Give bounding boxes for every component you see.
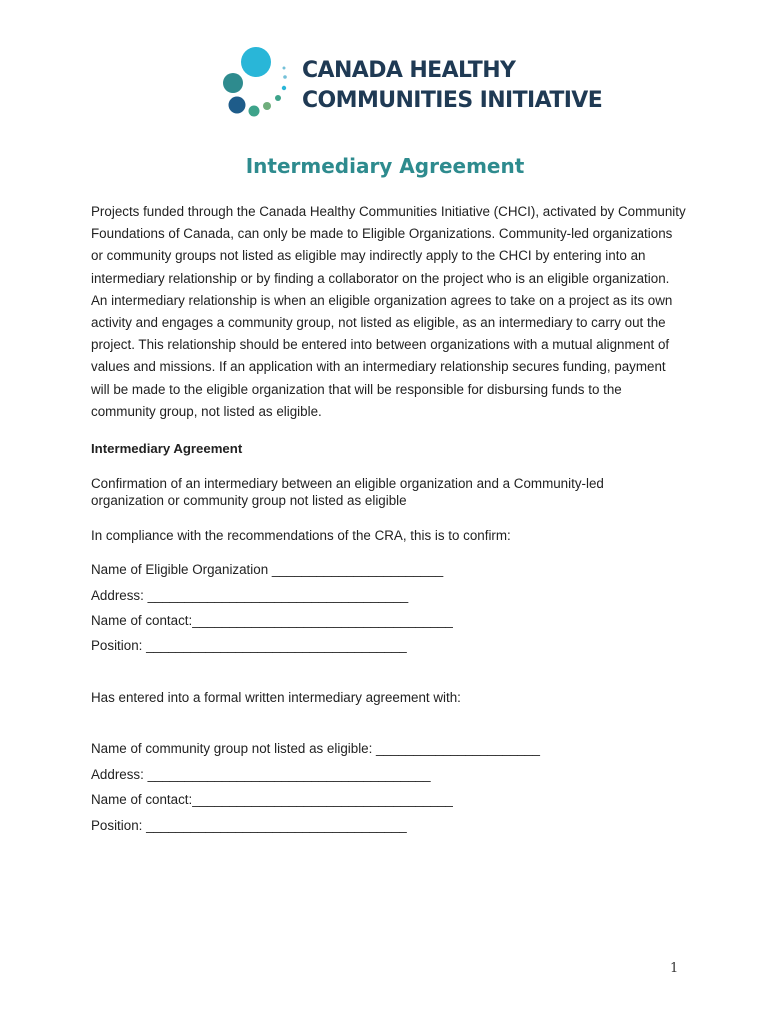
agreement-statement: Has entered into a formal written intermediary agreement with:	[91, 690, 461, 705]
community-group-address-field[interactable]: Address: ______________________________________	[91, 767, 431, 782]
eligible-org-position-field[interactable]: Position: ___________________________________	[91, 638, 407, 653]
eligible-org-contact-field[interactable]: Name of contact:___________________________________	[91, 613, 453, 628]
section-heading: Intermediary Agreement	[91, 441, 243, 456]
logo-wordmark	[302, 56, 602, 116]
compliance-text: In compliance with the recommendations of the CRA, this is to confirm:	[91, 528, 511, 543]
intro-paragraph: Projects funded through the Canada Healthy Communities Initiative (CHCI), activated by Community Foundations of Canada, can only be made to Eligible Organizations. Community-led organizations or community groups not listed as eligible may indirectly apply to the CHCI by entering into an intermediary relationship or by finding a collaborator on the project who is an eligible organization. An intermediary relationship is when an eligible organization agrees to take on a project as its own activity and engages a community group, not listed as eligible, as an intermediary to carry out the project. This relationship should be entered into between organizations with a mutual alignment of values and missions. If an application with an intermediary relationship secures funding, payment will be made to the eligible organization that will be responsible for disbursing funds to the community group, not listed as eligible.	[91, 204, 686, 419]
eligible-org-address-field[interactable]: Address: ___________________________________	[91, 588, 409, 603]
chci-logo	[218, 44, 603, 122]
community-group-name-field[interactable]: Name of community group not listed as eligible: ______________________	[91, 741, 540, 756]
confirmation-text: Confirmation of an intermediary between an eligible organization and a Community-led organization or community group not listed as eligible	[91, 476, 604, 508]
eligible-org-name-field[interactable]: Name of Eligible Organization _______________________	[91, 562, 444, 577]
logo-line-2: COMMUNITIES INITIATIVE	[302, 88, 603, 113]
community-group-contact-field[interactable]: Name of contact:___________________________________	[91, 792, 453, 807]
page-number: 1	[670, 961, 679, 976]
logo-line-1: CANADA HEALTHY	[302, 58, 516, 83]
page-title: Intermediary Agreement	[245, 154, 525, 178]
community-group-position-field[interactable]: Position: ___________________________________	[91, 818, 407, 833]
chci-logo-icon	[218, 44, 298, 122]
